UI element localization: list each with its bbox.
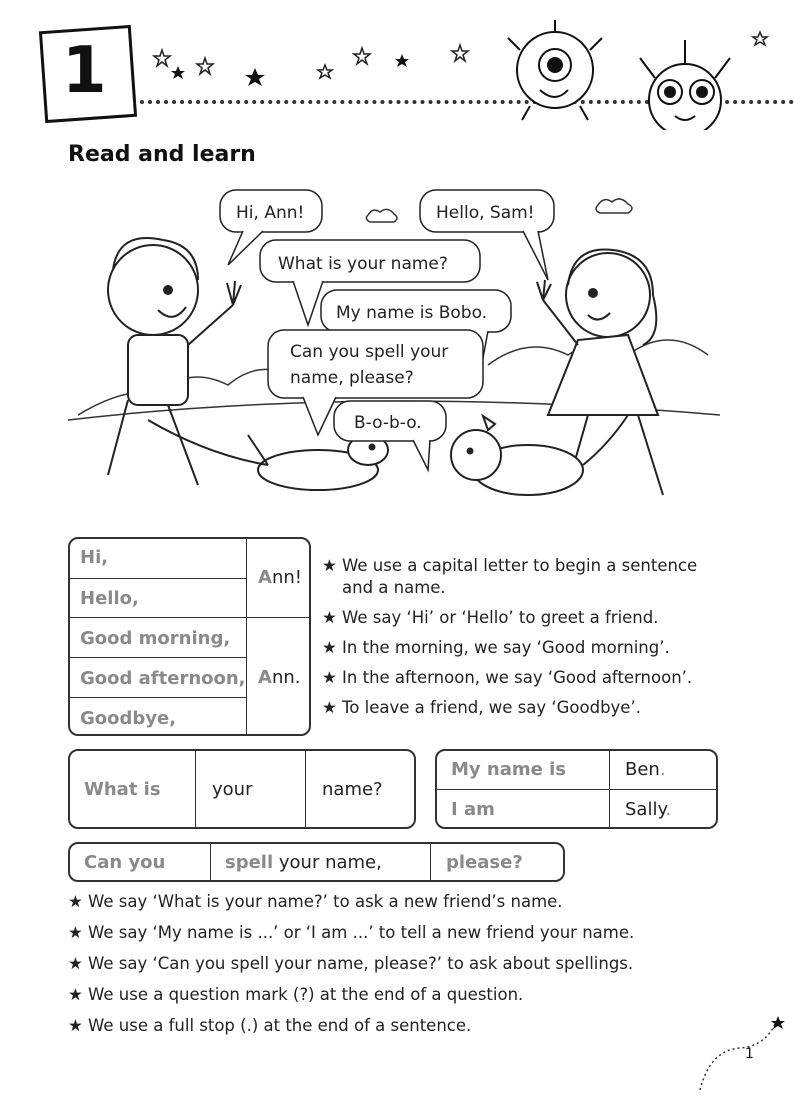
page-number: 1 [745, 1046, 754, 1062]
poodle-illustration [451, 415, 628, 495]
rule-item: ★ In the morning, we say ‘Good morning’. [322, 638, 670, 657]
bubble-text: My name is Bobo. [336, 303, 488, 323]
bubble-text: What is your name? [278, 254, 448, 274]
cloud-icon [596, 199, 632, 213]
spell-cell: Can you [84, 852, 166, 873]
rule-item: ★ To leave a friend, we say ‘Goodbye’. [322, 698, 641, 717]
header-decoration [150, 20, 794, 130]
note-item: ★ We use a full stop (.) at the end of a sentence. [68, 1016, 472, 1035]
answer-label: I am [451, 799, 495, 820]
section-title: Read and learn [68, 142, 256, 167]
note-item: ★ We say ‘My name is ...’ or ‘I am ...’ to tell a new friend your name. [68, 923, 635, 942]
spell-cell: spell your name, [225, 852, 382, 873]
unit-number: 1 [62, 34, 107, 108]
name-cell-exclaim: Ann! [258, 567, 302, 588]
answer-table [435, 749, 718, 829]
greeting-cell: Goodbye, [80, 708, 177, 729]
question-table [68, 749, 416, 829]
answer-value: Sally. [625, 799, 672, 820]
bubble-text: B-o-b-o. [354, 413, 422, 433]
dialogue-illustration [68, 185, 720, 525]
bubble-text: Can you spell your [290, 342, 449, 362]
greetings-table [68, 537, 311, 736]
greeting-cell: Hi, [80, 547, 109, 568]
star-solid-icon [245, 68, 265, 86]
greeting-rules [322, 555, 732, 727]
bubble-text: Hi, Ann! [236, 203, 305, 223]
rule-item: ★ We use a capital letter to begin a sentence and a name. [322, 556, 698, 597]
star-outline-icon [318, 65, 332, 78]
page-corner-decoration [690, 1010, 794, 1096]
note-item: ★ We say ‘Can you spell your name, please?’ to ask about spellings. [68, 954, 634, 973]
greeting-cell: Hello, [80, 588, 139, 609]
star-outline-icon [753, 32, 767, 45]
cloud-icon [366, 209, 397, 222]
question-cell: name? [322, 779, 383, 800]
monster-illustration [508, 20, 602, 120]
monster-illustration [640, 40, 730, 130]
star-solid-icon [171, 66, 185, 79]
star-outline-icon [154, 50, 170, 66]
spell-table [68, 842, 565, 882]
greeting-cell: Good afternoon, [80, 668, 246, 689]
name-cell-period: Ann. [258, 667, 301, 688]
usage-notes [68, 891, 768, 1046]
rule-item: ★ We say ‘Hi’ or ‘Hello’ to greet a friend. [322, 608, 659, 627]
star-outline-icon [197, 58, 213, 74]
bubble-text: name, please? [290, 368, 414, 388]
star-solid-icon [771, 1016, 785, 1029]
answer-value: Ben. [625, 759, 666, 780]
star-outline-icon [354, 48, 370, 64]
note-item: ★ We say ‘What is your name?’ to ask a new friend’s name. [68, 892, 563, 911]
bubble-text: Hello, Sam! [436, 203, 535, 223]
boy-illustration [108, 238, 241, 485]
question-cell: What is [84, 779, 161, 800]
rule-item: ★ In the afternoon, we say ‘Good afternoon’. [322, 668, 693, 687]
star-outline-icon [452, 45, 468, 61]
note-item: ★ We use a question mark (?) at the end of a question. [68, 985, 524, 1004]
spell-cell: please? [446, 852, 523, 873]
greeting-cell: Good morning, [80, 628, 231, 649]
answer-label: My name is [451, 759, 566, 780]
star-solid-icon [395, 54, 409, 67]
question-cell: your [212, 779, 253, 800]
